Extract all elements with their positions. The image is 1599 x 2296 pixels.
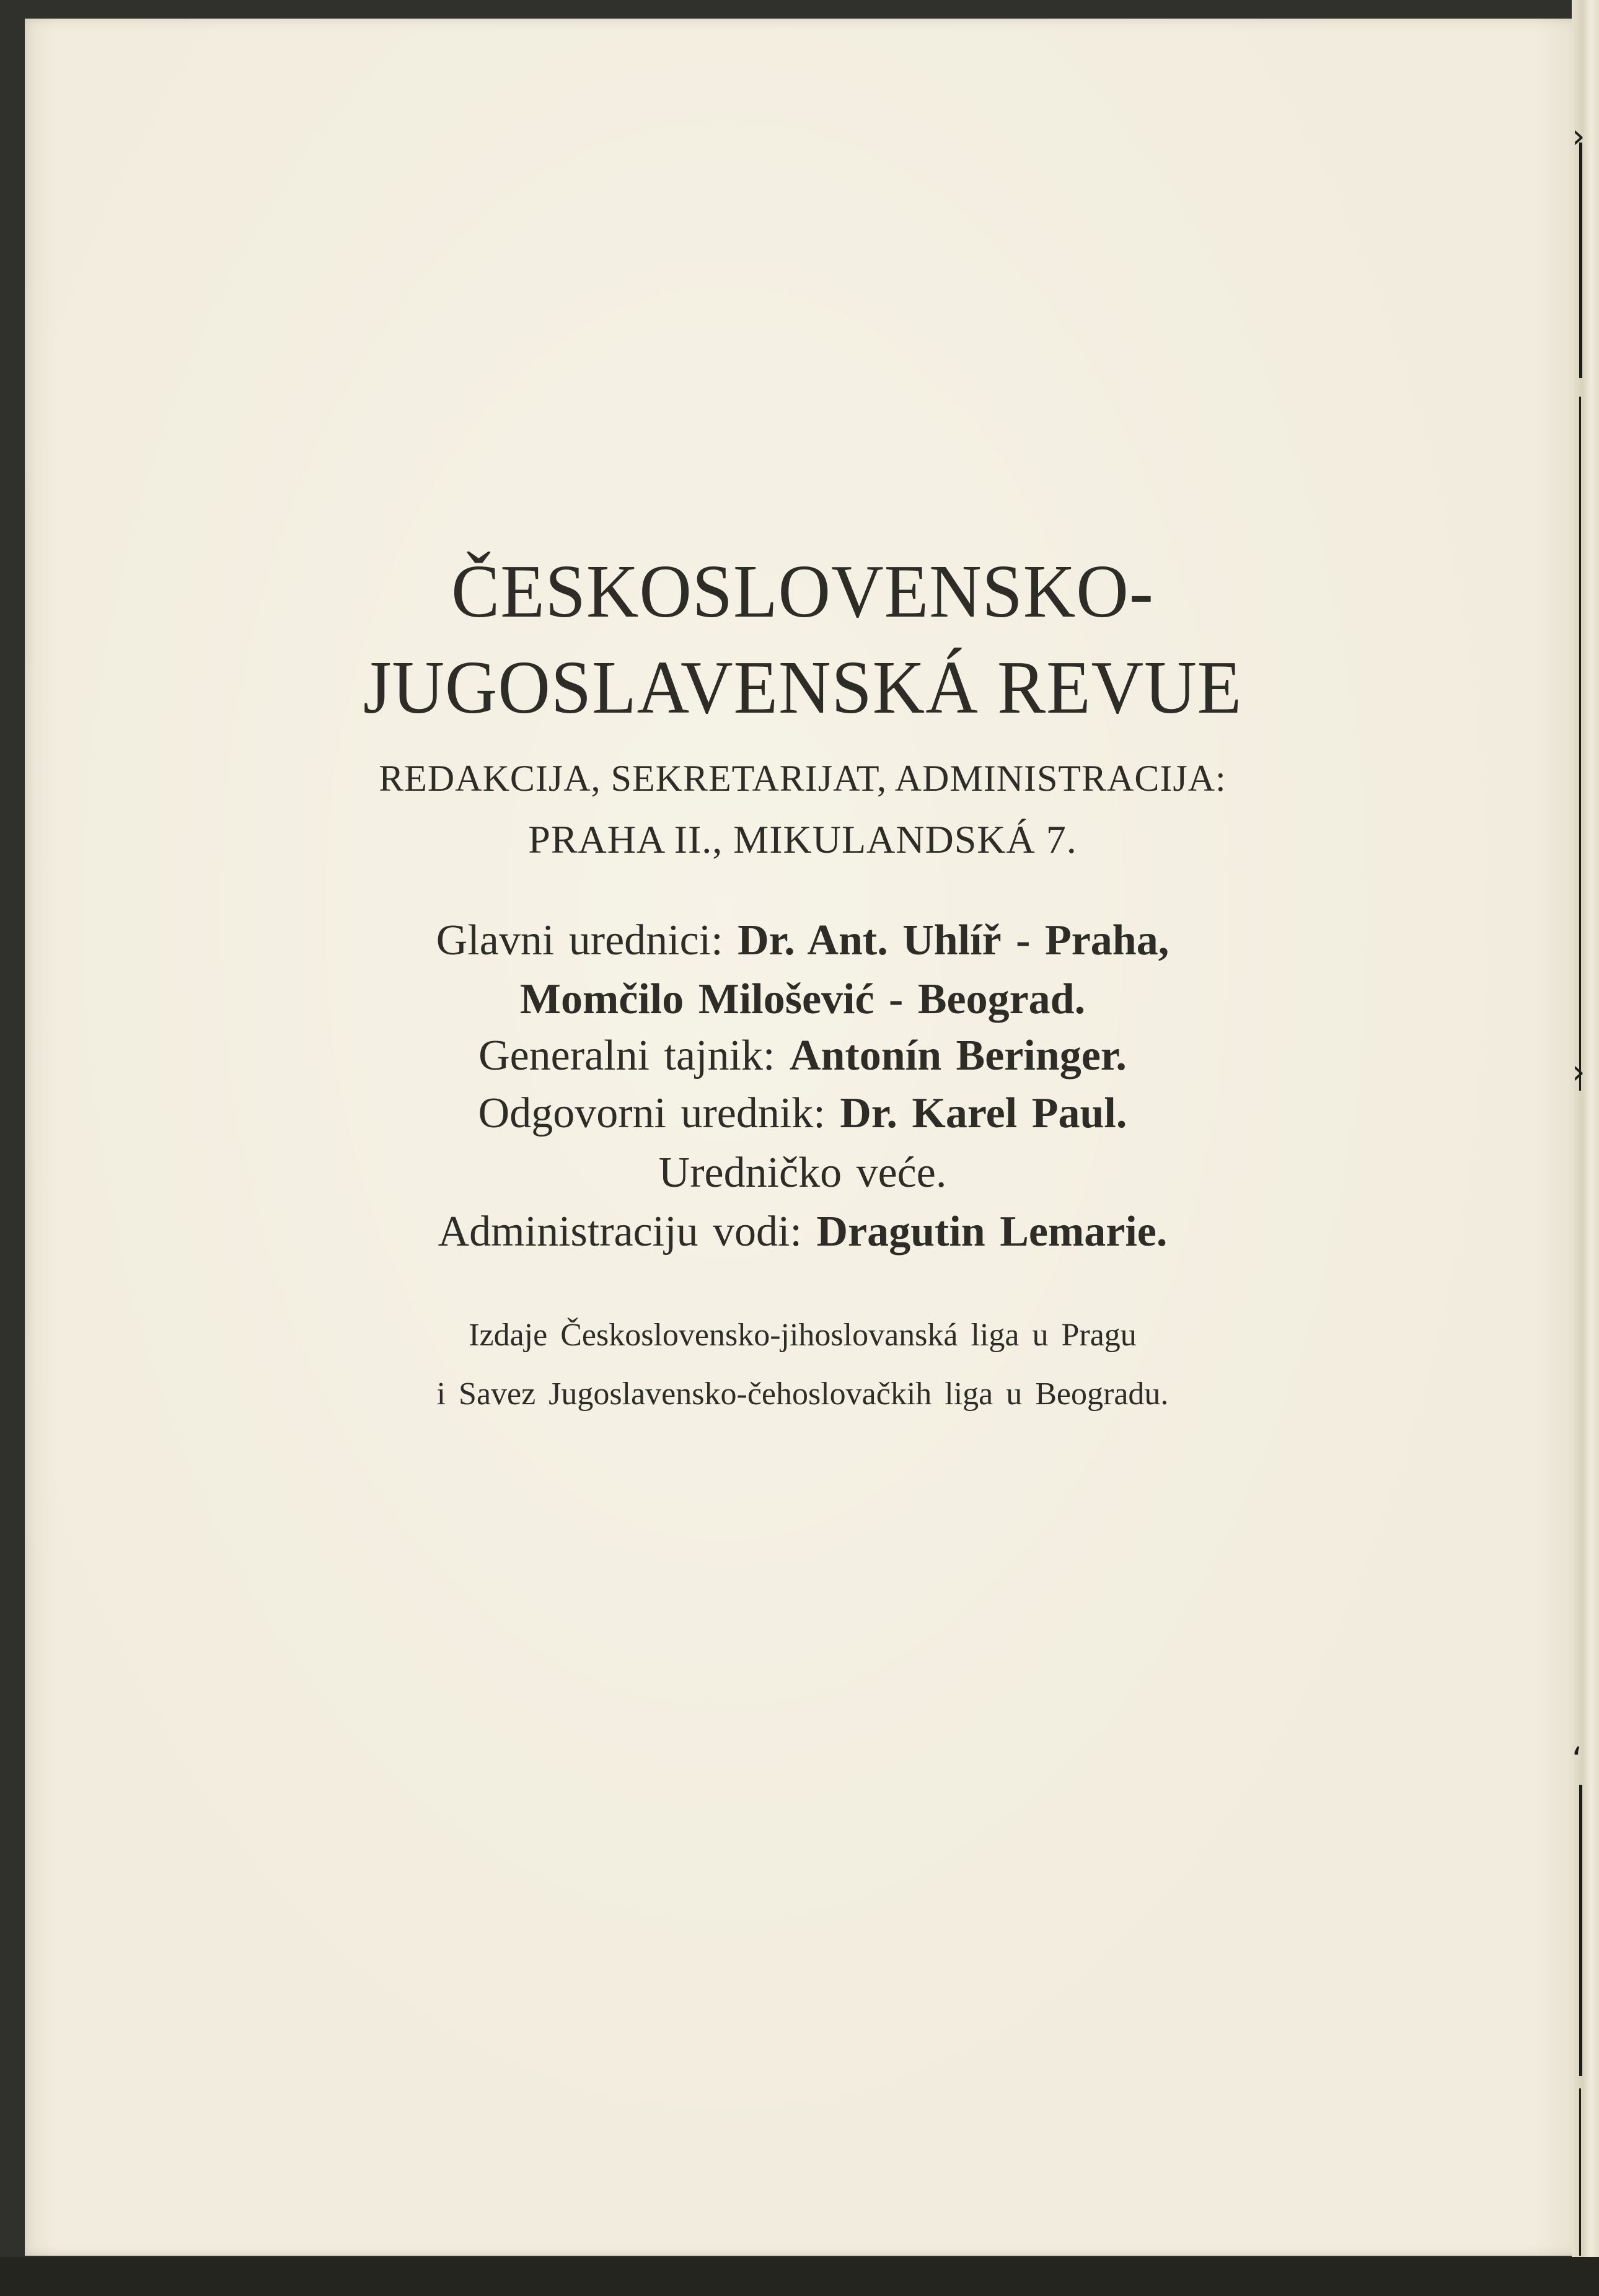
- title-page-content: [25, 0, 1580, 2296]
- general-secretary-name: Antonín Beringer.: [789, 1032, 1127, 1080]
- chief-editors-label: Glavni urednici:: [436, 917, 723, 964]
- editorial-board-line: Uredničko veće.: [658, 1149, 947, 1197]
- responsible-editor-name: Dr. Karel Paul.: [840, 1089, 1127, 1137]
- address-street: PRAHA II., MIKULANDSKÁ 7.: [528, 817, 1077, 861]
- general-secretary-label: Generalni tajnik:: [478, 1032, 775, 1080]
- spine-notch-mark: ʻ: [1572, 1740, 1583, 1779]
- spine-notch-mark: ›: [1572, 117, 1585, 156]
- address-heading: REDAKCIJA, SEKRETARIJAT, ADMINISTRACIJA:: [379, 758, 1227, 799]
- responsible-editor-label: Odgovorni urednik:: [478, 1089, 826, 1137]
- chief-editor-beograd-line: [25, 975, 1580, 1024]
- publisher-line-1: Izdaje Československo-jihoslovanská liga u Pragu: [469, 1317, 1137, 1353]
- chief-editor-name-praha: Dr. Ant. Uhlíř - Praha,: [738, 917, 1170, 964]
- publisher-line-2: i Savez Jugoslavensko-čehoslovačkih liga u Beogradu.: [436, 1376, 1169, 1412]
- chief-editors-line: [25, 916, 1580, 965]
- journal-title-line-2: JUGOSLAVENSKÁ REVUE: [363, 646, 1243, 729]
- administration-name: Dragutin Lemarie.: [816, 1208, 1168, 1256]
- journal-title-line-1: ČESKOSLOVENSKO-: [451, 550, 1154, 633]
- chief-editor-name-beograd: Momčilo Milošević - Beograd.: [519, 975, 1086, 1023]
- spine-notch-mark: ›: [1572, 1052, 1585, 1091]
- responsible-editor-line: [25, 1089, 1580, 1138]
- general-secretary-line: [25, 1031, 1580, 1081]
- administration-line: [25, 1207, 1580, 1257]
- administration-label: Administraciju vodi:: [438, 1208, 802, 1256]
